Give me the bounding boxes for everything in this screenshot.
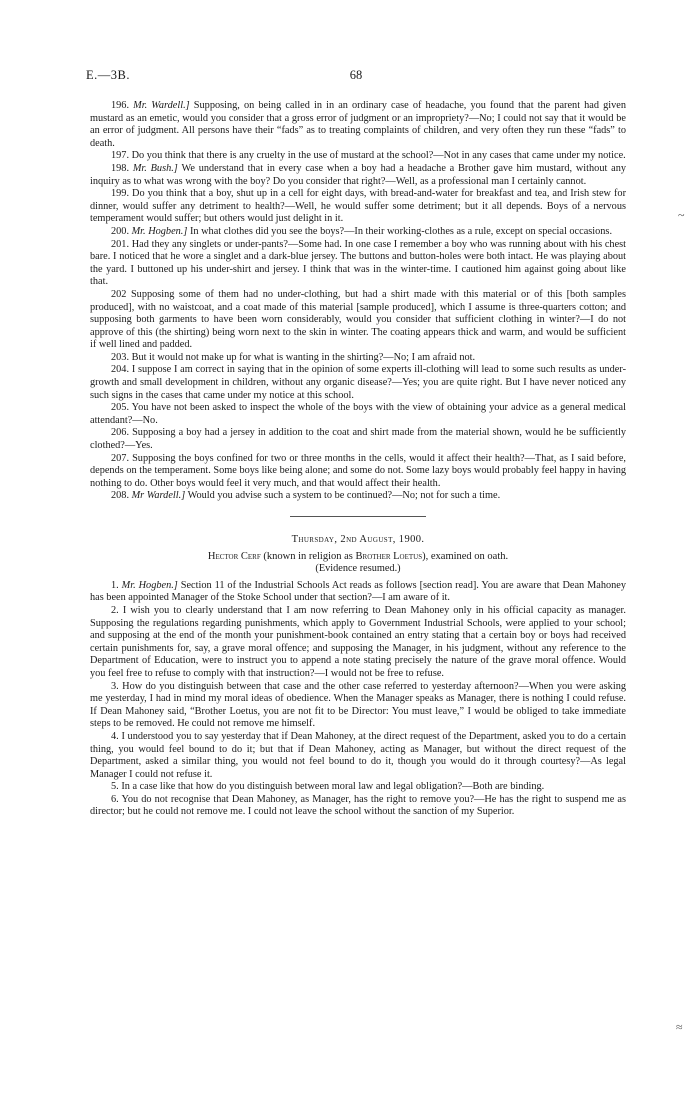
question-entry — [90, 150, 626, 163]
speaker-name: Mr. Wardell.] — [133, 100, 190, 111]
question-text: How do you distinguish between that case and the other case referred to yesterday afternoon?—When you were asking me yesterday, I had in mind my moral ideas of obedience. When the Manager speaks as Manager, there is nothing I could refuse. If Dean Mahoney said, “Brother Loetus, you are not fit to be Director: You must leave,” I would be obliged to take immediate steps to be removed. He could not remove me himself. — [90, 680, 626, 730]
page-number: 68 — [349, 68, 363, 82]
question-text: Had they any singlets or under-pants?—Some had. In one case I remember a boy who was running about with his chest bare. I noticed that he wore a singlet and a dark-blue jersey. The buttons and button-holes were both intact. He was playing about the yard. I buttoned up his under-shirt and jersey. I think that was in the winter-time. I cautioned him against going about like that. — [90, 238, 627, 288]
question-text: Would you advise such a system to be continued?—No; not for such a time. — [187, 490, 501, 502]
question-text: You do not recognise that Dean Mahoney, as Manager, has the right to remove you?—He has the right to suspend me as director; but he could not remove me. I could not leave the school without the sanction of my Superior. — [90, 793, 626, 818]
question-text: Supposing, on being called in in an ordinary case of headache, you found that the parent had given mustard as an emetic, would you consider that a gross error of judgment or an impropriety?—No; I could not say that it would be an error of judgment. All persons have their “fads” as to treating complaints of children, and very often they run these “fads” to death. — [90, 100, 627, 149]
question-number: 198. — [111, 162, 130, 174]
question-number: 1. — [111, 579, 119, 591]
question-entry — [90, 490, 626, 503]
question-number: 205. — [111, 402, 130, 414]
question-text: I understood you to say yesterday that if Dean Mahoney, at the direct request of the Department, asked you to do a certain thing, you would feel bound to do it; but that if Dean Mahoney, acting as Manager, but without the direct request of the Department, asked a similar thing, you would not feel bound to do it, though you would do it through courtesy?—As legal Manager I could not refuse it. — [90, 730, 627, 780]
question-entry — [90, 794, 626, 819]
question-number: 4. — [111, 730, 119, 742]
question-number: 5. — [111, 781, 119, 793]
question-number: 196. — [111, 100, 130, 111]
speaker-name: Mr. Hogben.] — [121, 579, 178, 591]
margin-mark: ≈ — [676, 1020, 683, 1034]
question-entry — [90, 580, 626, 605]
question-text: Do you think that there is any cruelty in the use of mustard at the school?—Not in any cases that came under my notice. — [131, 150, 626, 162]
question-entry — [90, 402, 626, 427]
question-number: 2. — [111, 604, 119, 616]
question-entry — [90, 681, 626, 731]
question-text: Supposing the boys confined for two or three months in the cells, would it affect their health?—That, as I said before, depends on the temperament. Some boys like being alone; and some do not. Some lazy boys would probably feel happy in having nothing to do. Other boys would feel it very much, and that would affect their health. — [90, 452, 626, 489]
question-text: I wish you to clearly understand that I am now referring to Dean Mahoney only in his official capacity as manager. Supposing the regulations regarding punishments, which apply to Government Industrial Schools, were applied to your school; and supposing at the end of the month your punishment-book contained an entry stating that a certain boy or boys had received certain punishments for, say, a grave moral offence; and supposing the Manager, in his judgment, without any reference to the Department of Education, were to instruct you to append a note stating precisely the nature of the grave moral offence. Would you feel free to refuse to comply with that instruction?—I would not be free to refuse. — [90, 604, 626, 679]
question-text: You have not been asked to inspect the whole of the boys with the view of obtaining your advice as a general medical attendant?—No. — [90, 402, 626, 426]
question-number: 6. — [111, 793, 119, 805]
question-number: 204. — [111, 364, 130, 376]
question-entry — [90, 352, 626, 365]
question-number: 208. — [111, 490, 130, 502]
section-divider — [290, 516, 426, 517]
question-entry — [90, 605, 626, 681]
evidence-note: (Evidence resumed.) — [315, 563, 401, 575]
question-entry — [90, 188, 626, 226]
question-entry — [90, 781, 626, 794]
speaker-name: Mr. Hogben.] — [131, 225, 188, 237]
question-number: 207. — [111, 452, 130, 464]
session-date: Thursday, 2nd August, 1900. — [291, 534, 425, 545]
question-number: 201. — [111, 238, 130, 250]
question-entry — [90, 289, 626, 352]
question-text: Section 11 of the Industrial Schools Act reads as follows [section read]. You are aware that Dean Mahoney has been appointed Manager of the Stoke School under that section?—I am aware of it. — [90, 579, 626, 604]
witness-name: Hector Cerf — [207, 550, 261, 562]
question-entry — [90, 364, 626, 402]
question-number: 202 — [111, 288, 127, 300]
question-text: In what clothes did you see the boys?—In their working-clothes as a rule, except on special occasions. — [189, 225, 613, 237]
question-entry — [90, 731, 626, 781]
question-number: 203. — [111, 351, 130, 363]
speaker-name: Mr Wardell.] — [131, 490, 186, 502]
evidence-part-1 — [90, 100, 626, 503]
question-number: 197. — [111, 150, 130, 162]
question-entry — [90, 226, 626, 239]
question-number: 3. — [111, 680, 119, 692]
question-text: We understand that in every case when a boy had a headache a Brother gave him mustard, without any inquiry as to what was wrong with the boy? Do you consider that right?—Well, as a professional man I certainly cannot. — [90, 162, 626, 187]
witness-religious-name: Brother Loetus — [355, 550, 423, 562]
question-text: Do you think that a boy, shut up in a cell for eight days, with bread-and-water for breakfast and tea, and Irish stew for dinner, would suffer any detriment to health?—Well, he would suffer some detriment; but it all depends. Boys of a nervous temperament would suffer; but others would just delight in it. — [90, 188, 626, 225]
question-number: 206. — [111, 427, 130, 439]
question-number: 200. — [111, 225, 130, 237]
document-body — [90, 100, 626, 819]
page-header — [86, 68, 626, 86]
question-entry — [90, 100, 626, 150]
evidence-part-2 — [90, 580, 626, 819]
margin-mark: ~ — [678, 208, 685, 222]
document-reference: E.—3B. — [86, 68, 130, 82]
question-entry — [90, 239, 626, 289]
question-entry — [90, 427, 626, 452]
question-entry — [90, 453, 626, 491]
question-text: In a case like that how do you distinguish between moral law and legal obligation?—Both are binding. — [121, 781, 545, 793]
witness-heading: Hector Cerf (known in religion as Brother Loetus), examined on oath. — [207, 550, 509, 562]
question-text: Supposing some of them had no under-clothing, but had a shirt made with this material or of this [both samples produced], with no waistcoat, and a coat made of this material [sample produced], which I assume is three-quarters cotton; and supposing both garments to have been worn considerably, would you consider that sufficient clothing in winter?—I do not approve of this (the shirting) being worn next to the skin in winter. The coating appears thick and warm, and would be sufficient if well lined and padded. — [90, 288, 626, 351]
question-number: 199. — [111, 188, 130, 200]
question-entry — [90, 163, 626, 188]
speaker-name: Mr. Bush.] — [132, 162, 178, 174]
question-text: Supposing a boy had a jersey in addition to the coat and shirt made from the material shown, would he be sufficiently clothed?—Yes. — [90, 427, 626, 452]
question-text: But it would not make up for what is wanting in the shirting?—No; I am afraid not. — [131, 351, 476, 363]
question-text: I suppose I am correct in saying that in the opinion of some experts ill-clothing will lead to some such results as under-growth and small development in children, without any organic disease?—Yes; you are quite right. But I have never noticed any such signs in the cases that came under my notice at this school. — [90, 364, 627, 401]
